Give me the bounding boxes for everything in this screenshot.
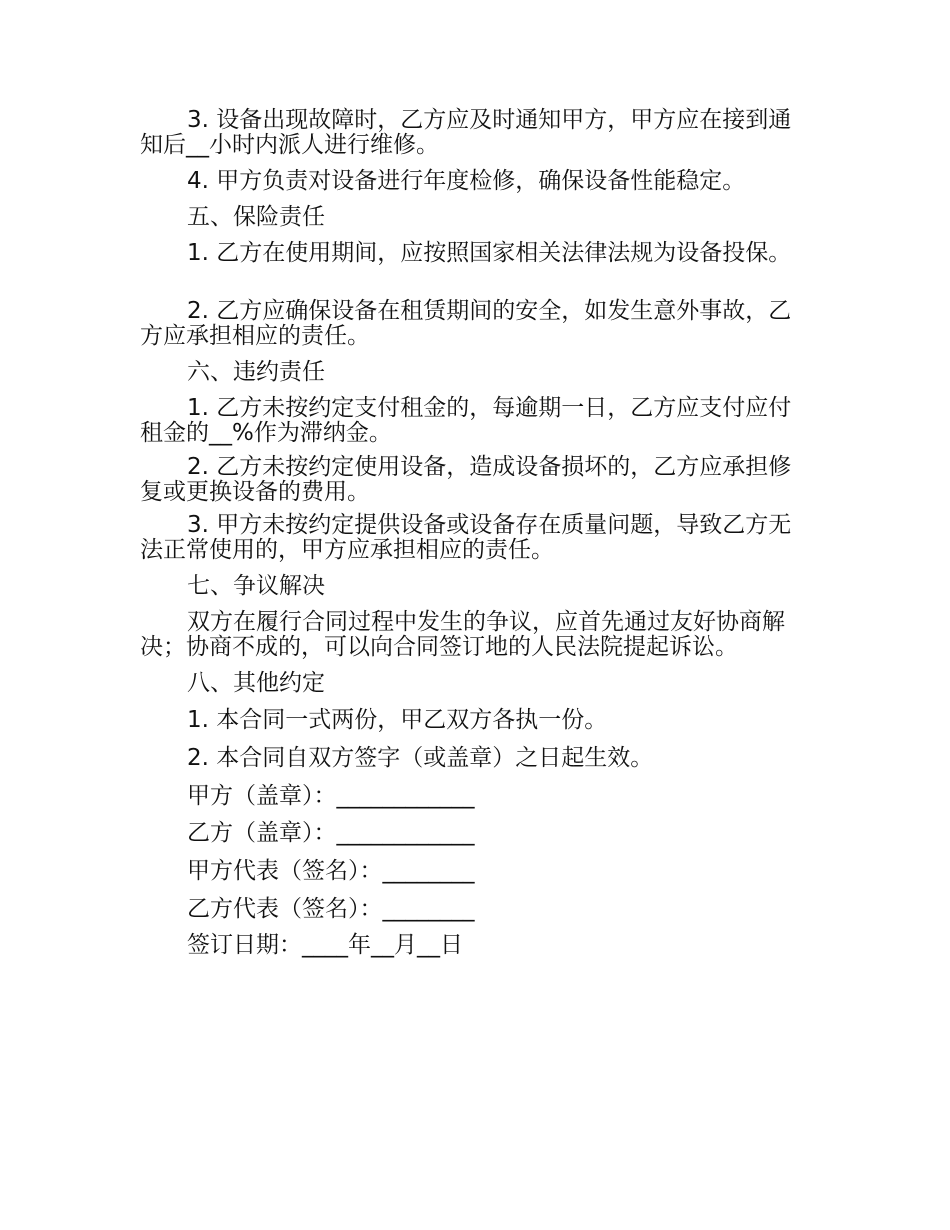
clause-6-2: 2. 乙方未按约定使用设备，造成设备损坏的，乙方应承担修复或更换设备的费用。 [140, 454, 792, 505]
clause-4-3: 3. 设备出现故障时，乙方应及时通知甲方，甲方应在接到通知后__小时内派人进行维修。 [140, 107, 792, 158]
clause-7: 双方在履行合同过程中发生的争议，应首先通过友好协商解决；协商不成的，可以向合同签订地的人民法院提起诉讼。 [140, 609, 785, 660]
signing-date: 签订日期：____年__月__日 [187, 932, 463, 958]
section-heading-dispute: 七、争议解决 [187, 573, 325, 599]
section-heading-insurance: 五、保险责任 [187, 204, 325, 230]
signature-party-a-representative: 甲方代表（签名）：________ [187, 858, 475, 884]
section-heading-other: 八、其他约定 [187, 670, 325, 696]
clause-8-2: 2. 本合同自双方签字（或盖章）之日起生效。 [187, 745, 654, 771]
section-heading-breach: 六、违约责任 [187, 359, 325, 385]
clause-6-3: 3. 甲方未按约定提供设备或设备存在质量问题，导致乙方无法正常使用的，甲方应承担相应的责任。 [140, 512, 792, 563]
signature-party-a-seal: 甲方（盖章）：____________ [187, 783, 475, 809]
clause-5-1: 1. 乙方在使用期间，应按照国家相关法律法规为设备投保。 [187, 240, 792, 266]
signature-party-b-representative: 乙方代表（签名）：________ [187, 896, 475, 922]
signature-party-b-seal: 乙方（盖章）：____________ [187, 820, 475, 846]
clause-8-1: 1. 本合同一式两份，甲乙双方各执一份。 [187, 707, 608, 733]
clause-5-2: 2. 乙方应确保设备在租赁期间的安全，如发生意外事故，乙方应承担相应的责任。 [140, 298, 792, 349]
clause-4-4: 4. 甲方负责对设备进行年度检修，确保设备性能稳定。 [187, 168, 746, 194]
clause-6-1: 1. 乙方未按约定支付租金的，每逾期一日，乙方应支付应付租金的__%作为滞纳金。 [140, 395, 792, 446]
